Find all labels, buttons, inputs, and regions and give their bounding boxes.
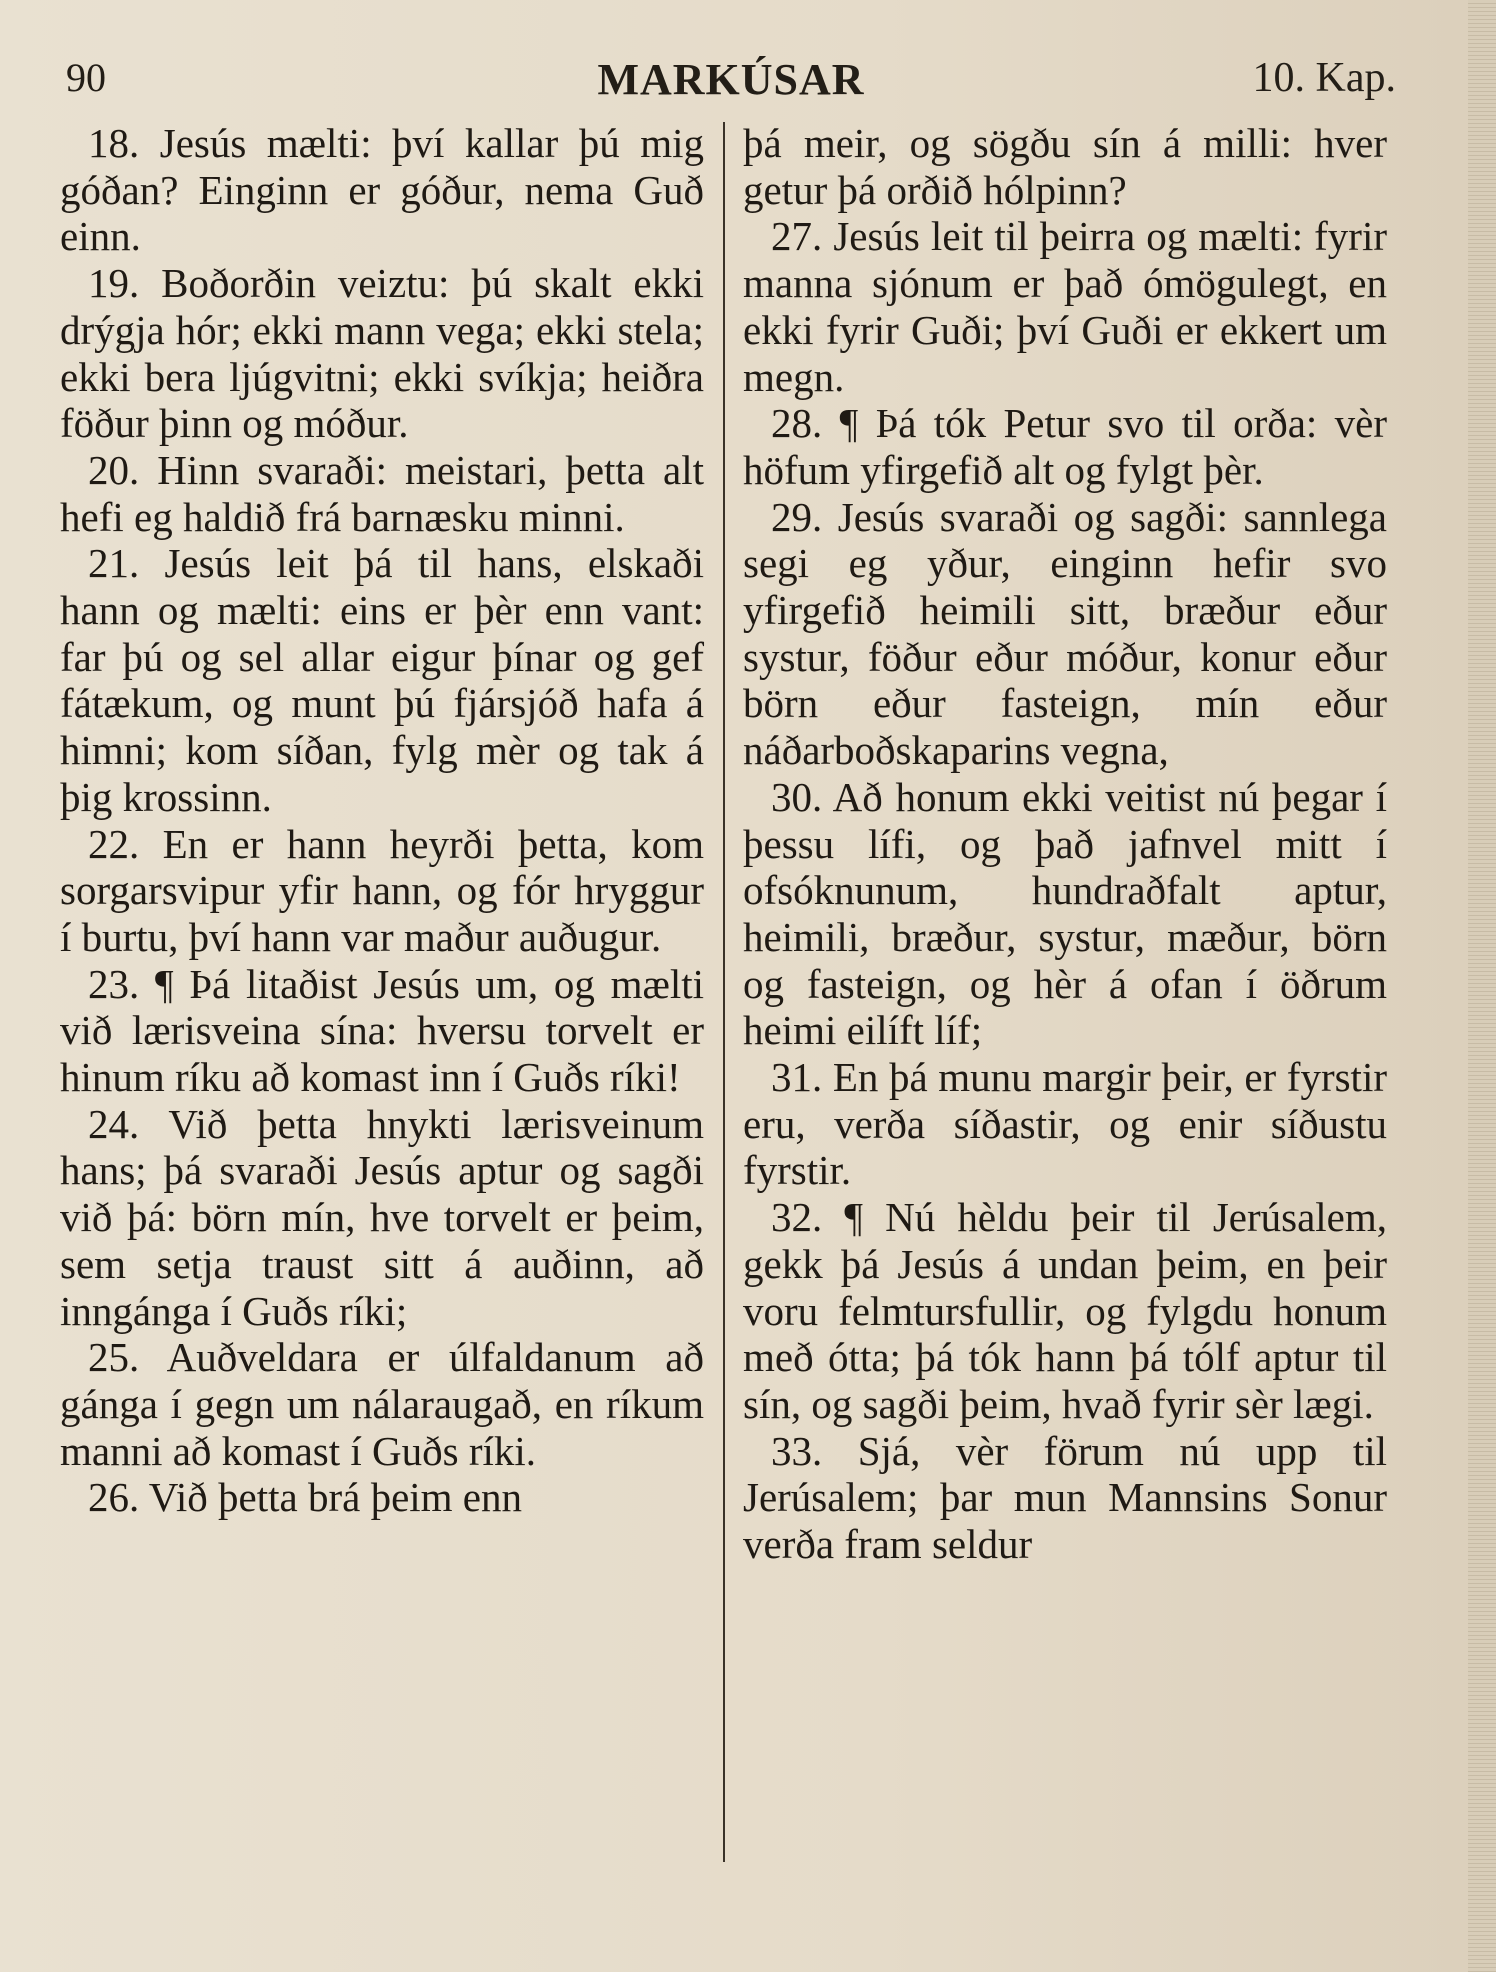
verse xyxy=(60,961,704,1101)
column-divider xyxy=(723,122,725,1862)
verse-number: 22. xyxy=(88,820,140,867)
verse xyxy=(60,447,704,540)
verse-number: 20. xyxy=(88,446,140,493)
verse-number: 27. xyxy=(771,213,823,260)
verse xyxy=(60,821,704,961)
page-number: 90 xyxy=(66,55,106,100)
chapter-label: 10. Kap. xyxy=(1252,55,1396,101)
verse xyxy=(60,120,704,260)
verse-number: 26. xyxy=(88,1474,140,1521)
verse xyxy=(743,400,1387,493)
verse-text: Sjá, vèr förum nú upp til Jerúsalem; þar mun Mannsins Sonur verða fram seldur xyxy=(743,1427,1387,1568)
verse xyxy=(743,1054,1387,1194)
right-column xyxy=(743,120,1387,1568)
verse-number: 29. xyxy=(771,493,823,540)
verse-text: En er hann heyrði þetta, kom sorgarsvipur yfir hann, og fór hryggur í burtu, því hann var maður auðugur. xyxy=(60,820,705,960)
page-edge-next-pages xyxy=(1468,0,1496,1972)
verse xyxy=(60,1474,704,1521)
verse xyxy=(743,1428,1387,1568)
verse-text: Jesús mælti: því kallar þú mig góðan? Einginn er góður, nema Guð einn. xyxy=(60,120,705,260)
verse-text: Auðveldara er úlfaldanum að gánga í gegn um nálaraugað, en ríkum manni að komast í Guðs ríki. xyxy=(60,1334,704,1474)
verse-text: ¶ Þá litaðist Jesús um, og mælti við lærisveina sína: hversu torvelt er hinum ríku að komast inn í Guðs ríki! xyxy=(60,960,705,1101)
verse xyxy=(743,774,1387,1054)
verse-number: 33. xyxy=(771,1427,823,1474)
verse-text: ¶ Nú hèldu þeir til Jerúsalem, gekk þá Jesús á undan þeim, en þeir voru felmtursfullir, og fylgdu honum með ótta; þá tók hann þá tólf aptur til sín, og sagði þeim, hvað fyrir sèr lægi. xyxy=(743,1194,1388,1427)
verse xyxy=(60,540,704,820)
verse-continuation xyxy=(743,120,1387,213)
verse-text: Jesús leit til þeirra og mælti: fyrir manna sjónum er það ómögulegt, en ekki fyrir Guði; því Guði er ekkert um megn. xyxy=(743,213,1388,400)
verse-number: 28. xyxy=(771,400,823,447)
book-title: MARKÚSAR xyxy=(597,55,865,104)
verse-text: Við þetta hnykti lærisveinum hans; þá svaraði Jesús aptur og sagði við þá: börn mín, hve torvelt er þeim, sem setja traust sitt á auðinn, að inngánga í Guðs ríki; xyxy=(60,1100,704,1334)
verse-text: Jesús svaraði og sagði: sannlega segi eg yður, einginn hefir svo yfirgefið heimili sitt, bræður eður systur, föður eður móður, konur eður börn eður fasteign, mín eður náðarboðskaparins vegna, xyxy=(743,493,1387,774)
verse xyxy=(60,260,704,447)
verse-number: 21. xyxy=(88,540,140,587)
verse-number: 31. xyxy=(771,1054,823,1101)
verse-text: Boðorðin veiztu: þú skalt ekki drýgja hór; ekki mann vega; ekki stela; ekki bera ljúgvitni; ekki svíkja; heiðra föður þinn og móður. xyxy=(60,260,705,447)
verse-text: En þá munu margir þeir, er fyrstir eru, verða síðastir, og enir síðustu fyrstir. xyxy=(743,1054,1387,1194)
verse-number: 19. xyxy=(88,260,140,307)
verse-number: 18. xyxy=(88,120,140,166)
verse-text: Við þetta brá þeim enn xyxy=(148,1474,523,1521)
verse xyxy=(60,1334,704,1474)
page-header xyxy=(66,54,1396,114)
left-column xyxy=(60,120,704,1521)
verse xyxy=(60,1101,704,1335)
verse-text: Hinn svaraði: meistari, þetta alt hefi eg haldið frá barnæsku minni. xyxy=(60,446,705,540)
verse-number: 24. xyxy=(88,1100,140,1147)
verse xyxy=(743,494,1387,774)
verse-text: ¶ Þá tók Petur svo til orða: vèr höfum yfirgefið alt og fylgt þèr. xyxy=(743,400,1387,493)
verse-text: þá meir, og sögðu sín á milli: hver getur þá orðið hólpinn? xyxy=(743,120,1387,213)
verse-number: 32. xyxy=(771,1194,823,1241)
verse-text: Jesús leit þá til hans, elskaði hann og mælti: eins er þèr enn vant: far þú og sel allar eigur þínar og gef fátækum, og munt þú fjársjóð hafa á himni; kom síðan, fylg mèr og tak á þig krossinn. xyxy=(60,540,704,820)
verse-number: 23. xyxy=(88,960,140,1007)
verse xyxy=(743,213,1387,400)
verse-number: 30. xyxy=(771,773,823,820)
verse-number: 25. xyxy=(88,1334,140,1381)
verse-text: Að honum ekki veitist nú þegar í þessu lífi, og það jafnvel mitt í ofsóknunum, hundraðfalt aptur, heimili, bræður, systur, mæður, börn og fasteign, og hèr á ofan í öðrum heimi eilíft líf; xyxy=(743,773,1387,1054)
verse xyxy=(743,1194,1387,1428)
